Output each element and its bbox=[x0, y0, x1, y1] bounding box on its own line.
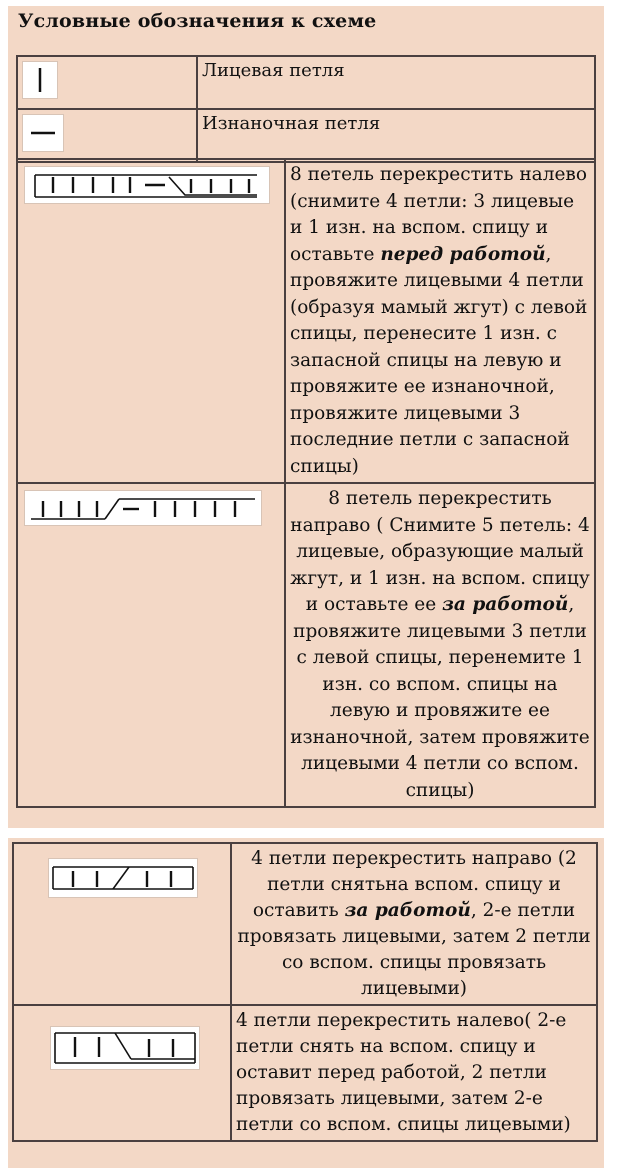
cable-description: 8 петель перекрестить направо ( Снимите 5 петель: 4 лицевые, образующие малый жгут, и 1 изн. на вспом. спицу и оставьте ее за работой, провяжите лицевыми 3 петли с левой спицы, перенемите 1 изн. со вспом. спицы на левую и провяжите ее изнаночной, затем провяжите лицевыми 4 петли со вспом. спицы) bbox=[285, 483, 595, 807]
small-cable-table bbox=[12, 842, 598, 1142]
emphasis-text: перед работой bbox=[380, 243, 546, 265]
legend-table bbox=[16, 55, 596, 163]
cable-table bbox=[16, 158, 596, 808]
knit-stitch-icon bbox=[22, 61, 58, 99]
legend-symbol-cell bbox=[17, 56, 197, 109]
legend-title: Условные обозначения к схеме bbox=[18, 10, 377, 32]
legend-label: Лицевая петля bbox=[197, 56, 595, 109]
cable-symbol-cell bbox=[13, 1005, 231, 1141]
legend-row-purl bbox=[17, 109, 595, 162]
cable-description: 4 петли перекрестить налево( 2-е петли снять на вспом. спицу и оставит перед работой, 2 петли провязать лицевыми, затем 2-е петли со вспом. спицы лицевыми) bbox=[231, 1005, 597, 1141]
legend-symbol-cell bbox=[17, 109, 197, 162]
cable-symbol-cell bbox=[13, 843, 231, 1005]
emphasis-text: за работой bbox=[442, 594, 569, 615]
cable-symbol-cell bbox=[17, 159, 285, 483]
cable-8-right-icon bbox=[24, 490, 262, 526]
cable-4-left-icon bbox=[50, 1026, 200, 1070]
cable-description: 8 петель перекрестить налево (снимите 4 петли: 3 лицевые и 1 изн. на вспом. спицу и оставьте перед работой, провяжите лицевыми 4 петли (образуя мамый жгут) с левой спицы, перенесите 1 изн. с запасной спицы на левую и провяжите ее изнаночной, провяжите лицевыми 3 последние петли с запасной спицы) bbox=[285, 159, 595, 483]
cable-8-left-icon bbox=[24, 166, 270, 204]
cable-symbol-cell bbox=[17, 483, 285, 807]
legend-label: Изнаночная петля bbox=[197, 109, 595, 162]
cable-row bbox=[17, 159, 595, 483]
cable-row bbox=[13, 843, 597, 1005]
cable-4-right-icon bbox=[48, 858, 198, 898]
cable-row bbox=[17, 483, 595, 807]
purl-stitch-icon bbox=[22, 114, 64, 152]
cable-row bbox=[13, 1005, 597, 1141]
emphasis-text: за работой bbox=[344, 900, 471, 921]
cable-description: 4 петли перекрестить направо (2 петли снятьна вспом. спицу и оставить за работой, 2-е петли провязать лицевыми, затем 2 петли со вспом. спицы провязать лицевыми) bbox=[231, 843, 597, 1005]
legend-row-knit bbox=[17, 56, 595, 109]
